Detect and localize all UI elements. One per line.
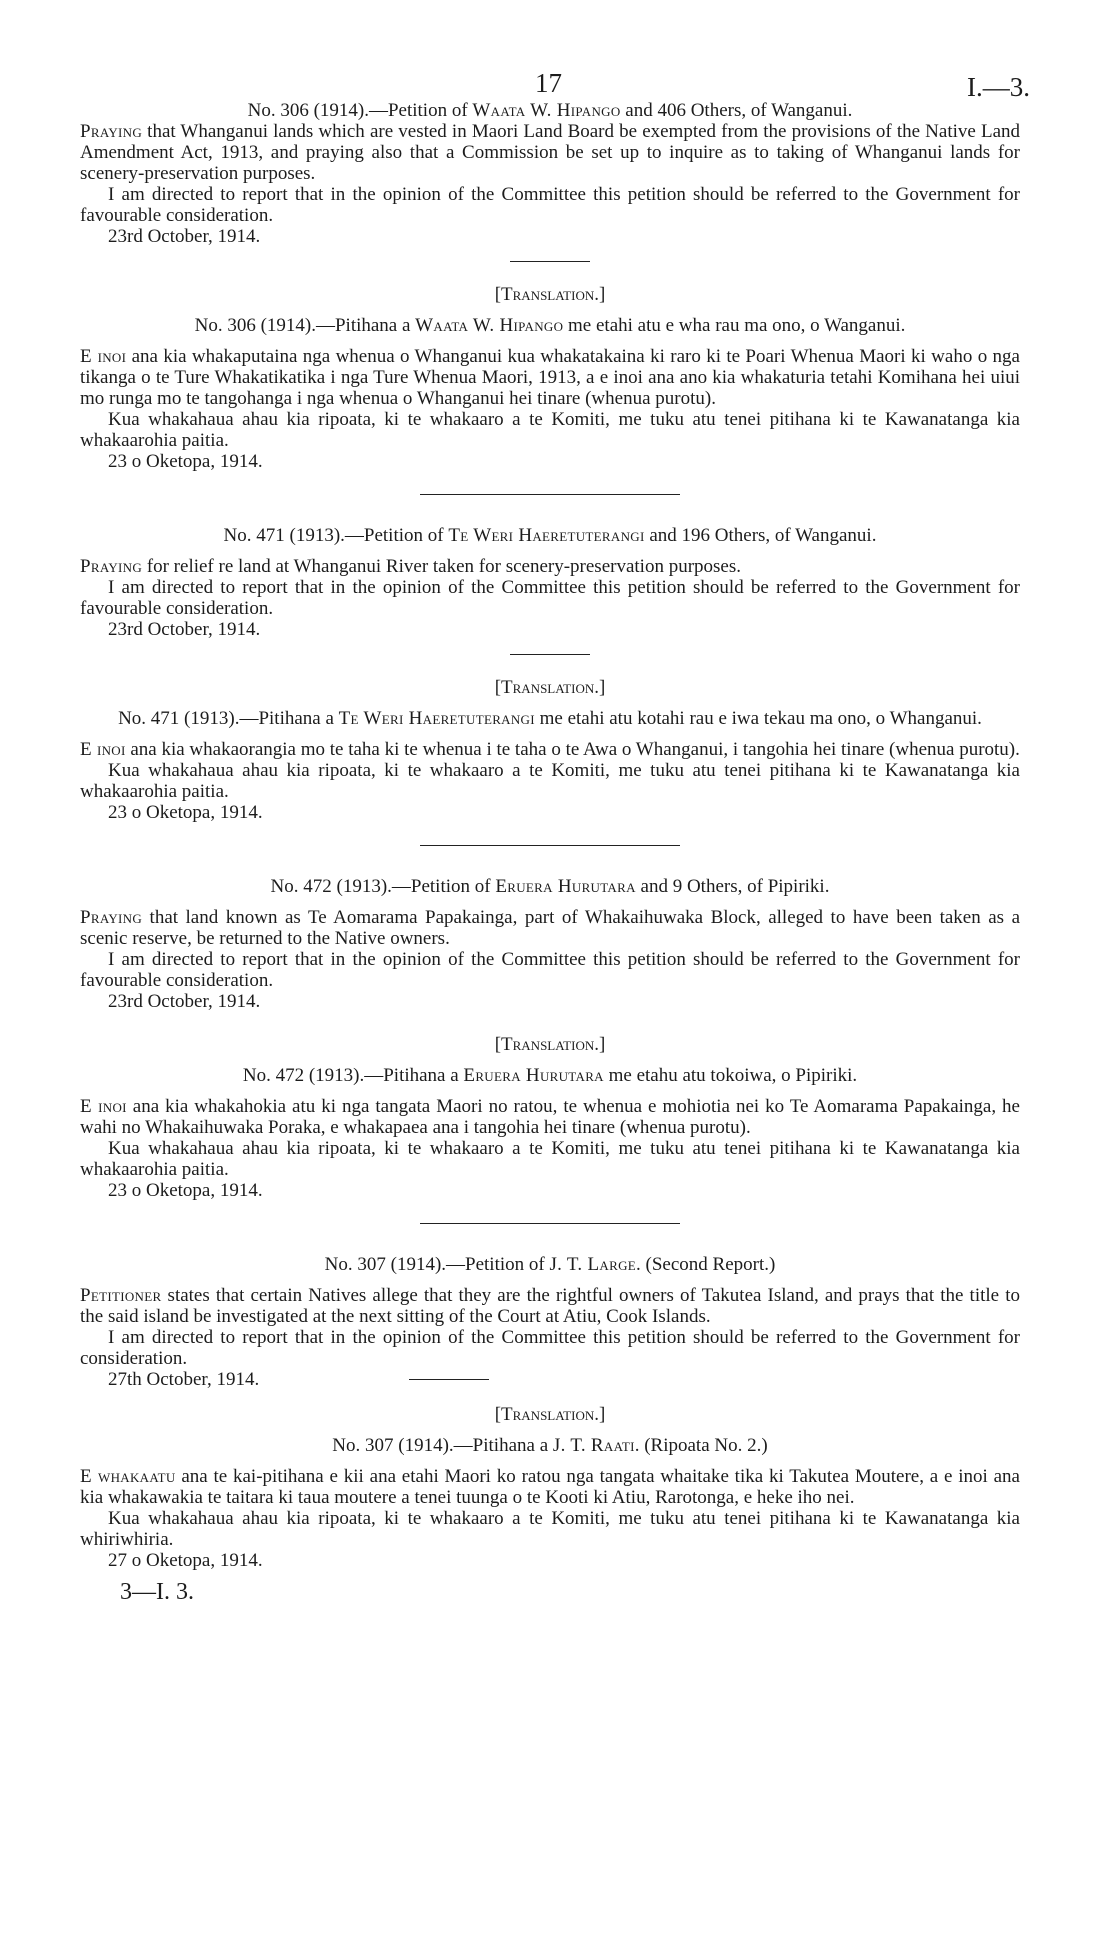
petition-title: No. 306 (1914).—Petition of Waata W. Hipango and 406 Others, of Wanganui. [247, 100, 853, 121]
petitioner-name: Te Weri Haeretuterangi [448, 525, 645, 546]
petition-title: No. 471 (1913).—Pitihana a Te Weri Haeretuterangi me etahi atu kotahi rau e iwa tekau ma ono, o Whanganui. [118, 708, 982, 729]
petitioner-name: J. T. Raati [552, 1435, 635, 1456]
petition-title: No. 472 (1913).—Pitihana a Eruera Hurutara me etahu atu tokoiwa, o Pipiriki. [242, 1065, 858, 1086]
petition-307 [80, 1254, 1020, 1390]
petition-body: Praying that land known as Te Aomarama Papakainga, part of Whakaihuwaka Block, alleged to have been taken as a scenic reserve, be returned to the Native owners. [80, 907, 1020, 949]
petition-body: E inoi ana kia whakahokia atu ki nga tangata Maori no ratou, te whenua e mohiotia nei ko Te Aomarama Papakainga, he wahi no Whakaihuwaka Poraka, e whakapaea ana i tangohia hei tinare (whenua purotu). [80, 1096, 1020, 1138]
committee-report: Kua whakahaua ahau kia ripoata, ki te whakaaro a te Komiti, me tuku atu tenei pitihana ki te Kawanatanga kia whakaarohia paitia. [80, 1138, 1020, 1180]
petitioner-name: Eruera Hurutara [495, 876, 636, 897]
report-date: 27th October, 1914. [108, 1369, 260, 1390]
page-number: 17 [535, 68, 562, 98]
document-reference: I.—3. [967, 72, 1030, 102]
translation-306 [80, 284, 1020, 495]
report-date: 23rd October, 1914. [108, 991, 261, 1012]
petition-472 [80, 876, 1020, 1012]
report-date: 27 o Oketopa, 1914. [108, 1550, 263, 1571]
divider-long [420, 1223, 680, 1224]
translation-label: [Translation.] [494, 677, 606, 698]
committee-report: Kua whakahaua ahau kia ripoata, ki te whakaaro a te Komiti, me tuku atu tenei pitihana ki te Kawanatanga kia whakaarohia paitia. [80, 409, 1020, 451]
translation-label: [Translation.] [494, 1404, 606, 1425]
petition-body: Praying that Whanganui lands which are vested in Maori Land Board be exempted from the provisions of the Native Land Amendment Act, 1913, and praying also that a Commission be set up to inquire as to taking of Whanganui lands for scenery-preservation purposes. [80, 121, 1020, 184]
divider-short [510, 654, 590, 655]
petitioner-name: Waata W. Hipango [472, 100, 621, 121]
divider-short [510, 261, 590, 262]
petition-title: No. 307 (1914).—Petition of J. T. Large. (Second Report.) [324, 1254, 776, 1275]
petition-306 [80, 100, 1020, 262]
petitioner-name: J. T. Large [549, 1254, 637, 1275]
translation-label: [Translation.] [494, 284, 606, 305]
petition-title: No. 472 (1913).—Petition of Eruera Hurutara and 9 Others, of Pipiriki. [270, 876, 830, 897]
petition-title: No. 471 (1913).—Petition of Te Weri Haeretuterangi and 196 Others, of Wanganui. [223, 525, 877, 546]
report-date: 23 o Oketopa, 1914. [108, 1180, 263, 1201]
report-date: 23 o Oketopa, 1914. [108, 451, 263, 472]
translation-label: [Translation.] [494, 1034, 606, 1055]
document-page [80, 60, 1030, 1606]
divider-long [420, 845, 680, 846]
report-date: 23rd October, 1914. [108, 619, 261, 640]
petitioner-name: Te Weri Haeretuterangi [338, 708, 535, 729]
report-date: 23rd October, 1914. [108, 226, 261, 247]
petition-471 [80, 525, 1020, 655]
committee-report: I am directed to report that in the opinion of the Committee this petition should be referred to the Government for favourable consideration. [80, 949, 1020, 991]
committee-report: I am directed to report that in the opinion of the Committee this petition should be referred to the Government for consideration. [80, 1327, 1020, 1369]
petition-title: No. 307 (1914).—Pitihana a J. T. Raati. (Ripoata No. 2.) [332, 1435, 768, 1456]
translation-307 [80, 1404, 1020, 1571]
petition-body: E inoi ana kia whakaputaina nga whenua o Whanganui kua whakatakaina ki raro ki te Poari Whenua Maori ki waho o nga tikanga o te Ture Whakatikatika i nga Ture Whenua Maori, 1913, a e inoi ana ano kia whakaturia tetahi Komihana hei uiui mo runga mo te tangohanga i nga whenua o Whanganui hei tinare (whenua purotu). [80, 346, 1020, 409]
petition-body: E whakaatu ana te kai-pitihana e kii ana etahi Maori ko ratou nga tangata whaitake tika ki Takutea Moutere, a e inoi ana kia whakawakia te taitara ki taua moutere a tenei tuunga o te Kooti ki Atiu, Rarotonga, e heke iho nei. [80, 1466, 1020, 1508]
committee-report: I am directed to report that in the opinion of the Committee this petition should be referred to the Government for favourable consideration. [80, 184, 1020, 226]
committee-report: I am directed to report that in the opinion of the Committee this petition should be referred to the Government for favourable consideration. [80, 577, 1020, 619]
petition-body: Petitioner states that certain Natives allege that they are the rightful owners of Takutea Island, and prays that the title to the said island be investigated at the next sitting of the Court at Atiu, Cook Islands. [80, 1285, 1020, 1327]
divider-long [420, 494, 680, 495]
petition-title: No. 306 (1914).—Pitihana a Waata W. Hipango me etahi atu e wha rau ma ono, o Wanganui. [194, 315, 906, 336]
petitioner-name: Eruera Hurutara [463, 1065, 604, 1086]
date-row [80, 1369, 1020, 1390]
page-header [80, 60, 1030, 102]
committee-report: Kua whakahaua ahau kia ripoata, ki te whakaaro a te Komiti, me tuku atu tenei pitihana ki te Kawanatanga kia whakaarohia paitia. [80, 760, 1020, 802]
petition-body: Praying for relief re land at Whanganui River taken for scenery-preservation purposes. [80, 556, 741, 577]
translation-471 [80, 677, 1020, 846]
divider-short [409, 1379, 489, 1380]
petitioner-name: Waata W. Hipango [415, 315, 564, 336]
report-date: 23 o Oketopa, 1914. [108, 802, 263, 823]
signature-mark: 3—I. 3. [120, 1579, 194, 1605]
translation-472 [80, 1034, 1020, 1224]
committee-report: Kua whakahaua ahau kia ripoata, ki te whakaaro a te Komiti, me tuku atu tenei pitihana ki te Kawanatanga kia whiriwhiria. [80, 1508, 1020, 1550]
petition-body: E inoi ana kia whakaorangia mo te taha ki te whenua i te taha o te Awa o Whanganui, i tangohia hei tinare (whenua purotu). [80, 739, 1020, 760]
